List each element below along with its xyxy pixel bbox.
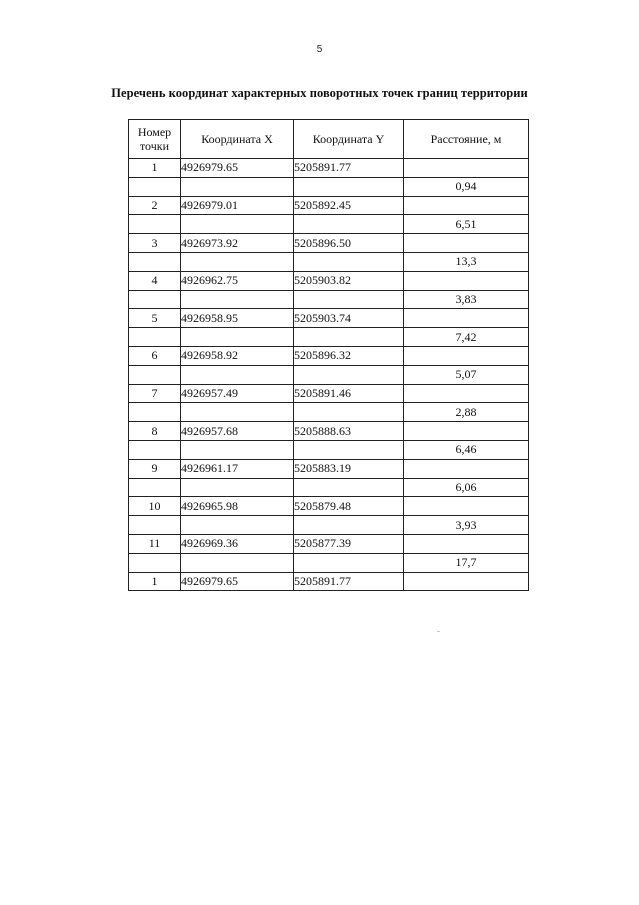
cell-coordinate-x: 4926969.36 — [181, 534, 294, 553]
cell-point-number: 10 — [129, 497, 181, 516]
table-row — [129, 196, 529, 215]
table-row — [129, 271, 529, 290]
cell-distance: 6,46 — [404, 440, 529, 459]
cell-distance: 2,88 — [404, 403, 529, 422]
table-row — [129, 252, 529, 271]
cell-coordinate-y — [294, 252, 404, 271]
table-row — [129, 290, 529, 309]
cell-coordinate-y: 5205891.77 — [294, 572, 404, 591]
cell-coordinate-x — [181, 440, 294, 459]
cell-point-number: 4 — [129, 271, 181, 290]
cell-coordinate-y: 5205888.63 — [294, 422, 404, 441]
cell-coordinate-y — [294, 290, 404, 309]
cell-coordinate-x — [181, 252, 294, 271]
page-number: 5 — [316, 44, 323, 55]
cell-coordinate-x: 4926965.98 — [181, 497, 294, 516]
cell-coordinate-y: 5205903.74 — [294, 309, 404, 328]
cell-point-number: 11 — [129, 534, 181, 553]
cell-point-number: 9 — [129, 459, 181, 478]
cell-point-number: 8 — [129, 422, 181, 441]
cell-distance — [404, 384, 529, 403]
cell-point-number: 7 — [129, 384, 181, 403]
header-row — [129, 120, 529, 159]
cell-distance — [404, 497, 529, 516]
cell-point-number: 1 — [129, 159, 181, 178]
table-row — [129, 572, 529, 591]
cell-distance: 5,07 — [404, 365, 529, 384]
header-coordinate-y: Координата Y — [294, 120, 404, 159]
cell-point-number: 2 — [129, 196, 181, 215]
cell-point-number — [129, 177, 181, 196]
cell-coordinate-x — [181, 328, 294, 347]
cell-coordinate-y — [294, 403, 404, 422]
cell-point-number — [129, 328, 181, 347]
table-row — [129, 516, 529, 535]
table-row — [129, 534, 529, 553]
cell-point-number: 3 — [129, 234, 181, 253]
cell-point-number — [129, 403, 181, 422]
cell-point-number — [129, 365, 181, 384]
cell-distance — [404, 196, 529, 215]
cell-coordinate-y — [294, 215, 404, 234]
cell-distance — [404, 159, 529, 178]
cell-point-number: 1 — [129, 572, 181, 591]
header-point-number: Номер точки — [129, 120, 181, 159]
cell-coordinate-x — [181, 365, 294, 384]
cell-coordinate-x: 4926962.75 — [181, 271, 294, 290]
table-row — [129, 159, 529, 178]
cell-coordinate-x: 4926958.95 — [181, 309, 294, 328]
cell-point-number — [129, 516, 181, 535]
cell-coordinate-x: 4926957.49 — [181, 384, 294, 403]
cell-coordinate-x: 4926961.17 — [181, 459, 294, 478]
cell-distance: 3,83 — [404, 290, 529, 309]
cell-coordinate-y: 5205896.50 — [294, 234, 404, 253]
cell-distance — [404, 234, 529, 253]
cell-coordinate-x: 4926958.92 — [181, 346, 294, 365]
table-row — [129, 422, 529, 441]
table-row — [129, 234, 529, 253]
cell-coordinate-y — [294, 553, 404, 572]
cell-coordinate-y: 5205877.39 — [294, 534, 404, 553]
table-header — [129, 120, 529, 159]
table-row — [129, 384, 529, 403]
cell-distance — [404, 459, 529, 478]
cell-coordinate-x: 4926973.92 — [181, 234, 294, 253]
cell-point-number — [129, 478, 181, 497]
cell-distance — [404, 271, 529, 290]
cell-coordinate-x — [181, 478, 294, 497]
document-title: Перечень координат характерных поворотных точек границ территории — [111, 86, 528, 100]
cell-coordinate-x — [181, 215, 294, 234]
cell-coordinate-y: 5205891.77 — [294, 159, 404, 178]
table-body — [129, 159, 529, 591]
coordinates-table — [128, 119, 529, 591]
cell-coordinate-y — [294, 440, 404, 459]
cell-point-number — [129, 215, 181, 234]
scan-speck — [437, 631, 440, 632]
cell-coordinate-y: 5205891.46 — [294, 384, 404, 403]
cell-coordinate-y — [294, 365, 404, 384]
cell-distance — [404, 572, 529, 591]
cell-coordinate-x — [181, 403, 294, 422]
table-row — [129, 553, 529, 572]
cell-distance: 6,06 — [404, 478, 529, 497]
cell-coordinate-y: 5205892.45 — [294, 196, 404, 215]
cell-distance: 0,94 — [404, 177, 529, 196]
cell-point-number — [129, 553, 181, 572]
cell-distance: 13,3 — [404, 252, 529, 271]
cell-coordinate-x — [181, 290, 294, 309]
cell-coordinate-y: 5205883.19 — [294, 459, 404, 478]
table-row — [129, 403, 529, 422]
cell-point-number — [129, 290, 181, 309]
cell-point-number: 6 — [129, 346, 181, 365]
cell-distance: 17,7 — [404, 553, 529, 572]
cell-coordinate-y: 5205896.32 — [294, 346, 404, 365]
table-row — [129, 346, 529, 365]
cell-coordinate-y — [294, 516, 404, 535]
cell-coordinate-x: 4926979.65 — [181, 159, 294, 178]
header-coordinate-x: Координата X — [181, 120, 294, 159]
cell-coordinate-x: 4926979.01 — [181, 196, 294, 215]
cell-distance: 7,42 — [404, 328, 529, 347]
table-row — [129, 497, 529, 516]
cell-coordinate-x: 4926979.65 — [181, 572, 294, 591]
cell-point-number — [129, 440, 181, 459]
cell-coordinate-y: 5205903.82 — [294, 271, 404, 290]
table-row — [129, 478, 529, 497]
cell-coordinate-y: 5205879.48 — [294, 497, 404, 516]
cell-coordinate-x: 4926957.68 — [181, 422, 294, 441]
cell-distance: 3,93 — [404, 516, 529, 535]
cell-point-number: 5 — [129, 309, 181, 328]
cell-coordinate-y — [294, 328, 404, 347]
table-row — [129, 440, 529, 459]
header-distance: Расстояние, м — [404, 120, 529, 159]
table-row — [129, 177, 529, 196]
cell-coordinate-x — [181, 516, 294, 535]
table-row — [129, 459, 529, 478]
cell-distance — [404, 309, 529, 328]
table-row — [129, 328, 529, 347]
cell-distance — [404, 534, 529, 553]
cell-coordinate-y — [294, 177, 404, 196]
table-row — [129, 309, 529, 328]
table-row — [129, 365, 529, 384]
cell-coordinate-y — [294, 478, 404, 497]
cell-distance — [404, 422, 529, 441]
table-row — [129, 215, 529, 234]
cell-coordinate-x — [181, 553, 294, 572]
cell-distance — [404, 346, 529, 365]
cell-point-number — [129, 252, 181, 271]
cell-coordinate-x — [181, 177, 294, 196]
cell-distance: 6,51 — [404, 215, 529, 234]
